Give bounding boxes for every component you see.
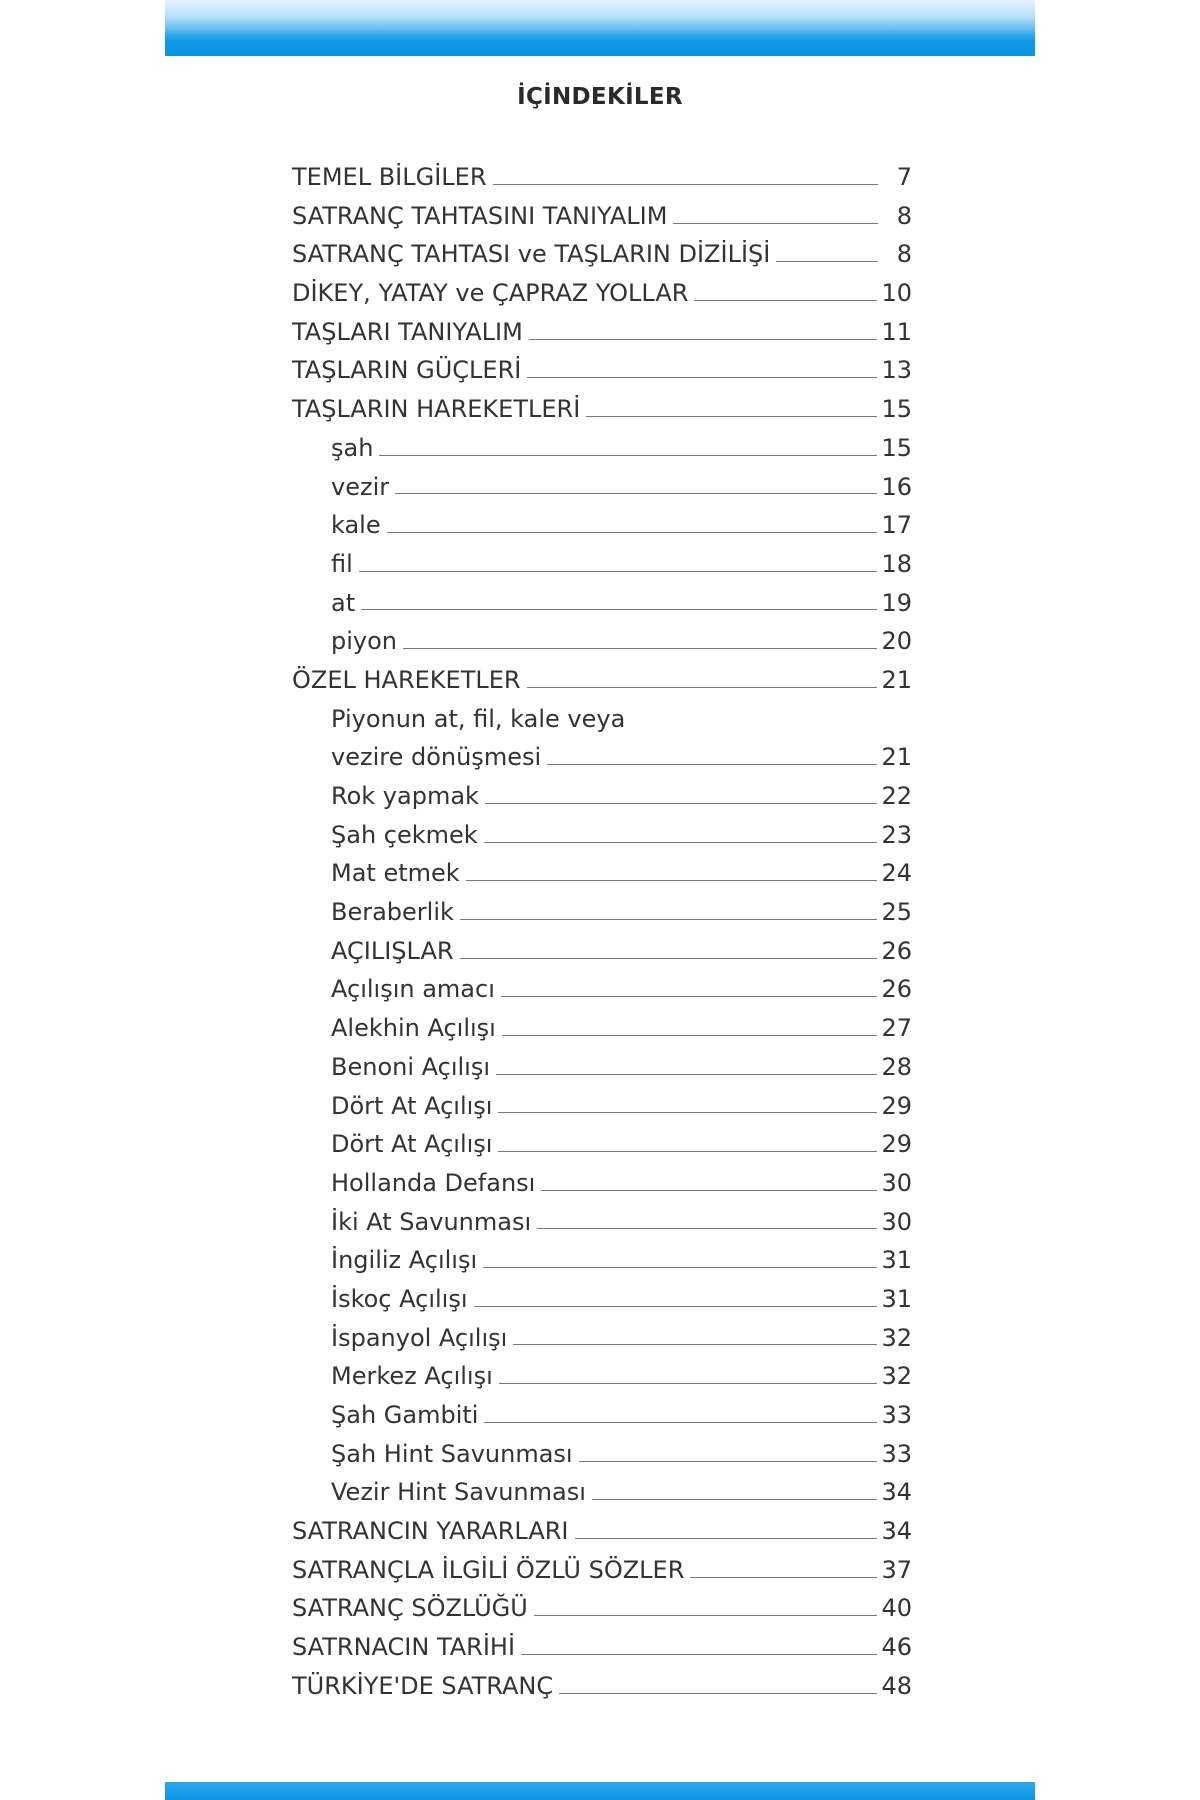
toc-entry-label: Dört At Açılışı [331, 1130, 493, 1159]
toc-entry-page-number: 16 [881, 472, 912, 501]
toc-entry-page-number: 29 [881, 1091, 912, 1120]
toc-leader-line [485, 803, 878, 804]
top-decorative-band [165, 0, 1035, 56]
toc-entry-label: vezire dönüşmesi [331, 743, 542, 772]
toc-entry-label: Şah Hint Savunması [331, 1439, 573, 1468]
toc-entry [292, 700, 912, 739]
toc-leader-line [502, 1035, 878, 1036]
toc-entry [292, 235, 912, 274]
toc-entry [292, 274, 912, 313]
toc-entry-label: Rok yapmak [331, 782, 479, 810]
toc-entry-label: TEMEL BİLGİLER [292, 163, 487, 191]
toc-leader-line [579, 1461, 878, 1462]
toc-leader-line [474, 1306, 878, 1307]
toc-entry-page-number: 34 [881, 1478, 912, 1507]
toc-entry-label: Merkez Açılışı [331, 1362, 493, 1391]
bottom-decorative-band [165, 1782, 1035, 1800]
toc-entry [292, 158, 912, 197]
toc-leader-line [776, 261, 878, 262]
toc-entry-page-number: 24 [881, 859, 912, 888]
toc-entry-label: SATRANÇ TAHTASINI TANIYALIM [292, 201, 668, 230]
toc-entry-page-number: 29 [881, 1130, 912, 1159]
toc-entry-page-number: 30 [881, 1207, 912, 1236]
toc-entry-page-number: 31 [881, 1284, 912, 1313]
toc-entry [292, 1628, 912, 1667]
toc-entry [292, 1589, 912, 1628]
toc-leader-line [547, 764, 877, 765]
toc-entry-label: Şah Gambiti [331, 1401, 479, 1429]
toc-leader-line [575, 1538, 878, 1539]
toc-entry [292, 1087, 912, 1126]
toc-entry [292, 1473, 912, 1512]
toc-leader-line [529, 339, 878, 340]
book-page [165, 0, 1035, 1800]
toc-entry [292, 1048, 912, 1087]
toc-entry-label: Açılışın amacı [331, 975, 495, 1004]
toc-leader-line [466, 880, 878, 881]
toc-entry-page-number: 30 [881, 1168, 912, 1197]
toc-entry [292, 468, 912, 507]
toc-entry-label: İngiliz Açılışı [331, 1246, 478, 1275]
toc-entry-label: SATRNACIN TARİHİ [292, 1633, 516, 1662]
toc-entry-page-number: 25 [881, 898, 912, 927]
toc-entry-page-number: 46 [881, 1633, 912, 1662]
toc-entry-page-number: 8 [896, 201, 912, 230]
toc-leader-line [361, 609, 877, 610]
toc-entry-label: TAŞLARIN GÜÇLERİ [292, 356, 522, 385]
toc-entry [292, 1319, 912, 1358]
toc-entry [292, 970, 912, 1009]
toc-entry-label: at [331, 588, 356, 617]
toc-entry-label: Benoni Açılışı [331, 1052, 490, 1081]
toc-entry-page-number: 22 [881, 782, 912, 810]
toc-leader-line [460, 958, 878, 959]
toc-leader-line [484, 1422, 877, 1423]
toc-entry-label: Alekhin Açılışı [331, 1014, 496, 1043]
toc-entry-label: ÖZEL HAREKETLER [292, 665, 521, 694]
toc-entry [292, 313, 912, 352]
toc-leader-line [541, 1190, 877, 1191]
toc-leader-line [483, 1267, 877, 1268]
toc-leader-line [690, 1577, 877, 1578]
toc-leader-line [395, 493, 877, 494]
toc-entry-label: SATRANÇLA İLGİLİ ÖZLÜ SÖZLER [292, 1555, 685, 1584]
toc-list [292, 158, 912, 1706]
toc-leader-line [493, 184, 879, 185]
toc-entry-page-number: 10 [881, 279, 912, 308]
toc-entry-page-number: 32 [881, 1323, 912, 1352]
toc-entry-label: SATRANÇ TAHTASI ve TAŞLARIN DİZİLİŞİ [292, 240, 771, 269]
toc-entry [292, 584, 912, 623]
toc-leader-line [359, 571, 878, 572]
toc-entry-label: Beraberlik [331, 898, 454, 927]
toc-entry-label: AÇILIŞLAR [331, 936, 454, 965]
toc-entry [292, 1009, 912, 1048]
toc-entry-page-number: 28 [881, 1052, 912, 1081]
toc-entry-label: TÜRKİYE'DE SATRANÇ [292, 1671, 554, 1700]
toc-entry-page-number: 20 [881, 627, 912, 656]
toc-leader-line [586, 416, 877, 417]
toc-entry-page-number: 48 [881, 1671, 912, 1700]
toc-entry [292, 777, 912, 816]
toc-entry [292, 1357, 912, 1396]
toc-entry-page-number: 7 [896, 163, 912, 191]
toc-entry-label: TAŞLARI TANIYALIM [292, 317, 523, 346]
toc-entry-label: fil [331, 549, 353, 578]
toc-entry-page-number: 15 [881, 395, 912, 424]
toc-entry [292, 545, 912, 584]
toc-leader-line [498, 1112, 877, 1113]
toc-entry [292, 197, 912, 236]
toc-entry [292, 1512, 912, 1551]
toc-entry-page-number: 21 [881, 743, 912, 772]
toc-entry-page-number: 33 [881, 1401, 912, 1429]
toc-leader-line [379, 455, 877, 456]
toc-entry-label: Vezir Hint Savunması [331, 1478, 586, 1507]
toc-leader-line [527, 687, 878, 688]
toc-entry-page-number: 13 [881, 356, 912, 385]
toc-entry [292, 506, 912, 545]
toc-leader-line [592, 1499, 878, 1500]
toc-leader-line [513, 1344, 877, 1345]
toc-entry-label: vezir [331, 472, 390, 501]
toc-leader-line [498, 1151, 877, 1152]
toc-entry-page-number: 15 [881, 433, 912, 462]
toc-entry-label: Şah çekmek [331, 820, 478, 849]
toc-entry-page-number: 19 [881, 588, 912, 617]
toc-leader-line [521, 1654, 877, 1655]
toc-entry-label: İskoç Açılışı [331, 1284, 468, 1313]
toc-entry [292, 351, 912, 390]
toc-leader-line [694, 300, 877, 301]
toc-leader-line [387, 532, 878, 533]
toc-leader-line [527, 377, 877, 378]
toc-leader-line [499, 1383, 878, 1384]
toc-entry [292, 1125, 912, 1164]
toc-entry-label: şah [331, 433, 374, 462]
toc-entry-label: kale [331, 511, 381, 540]
toc-entry [292, 854, 912, 893]
toc-entry-page-number: 31 [881, 1246, 912, 1275]
toc-entry [292, 390, 912, 429]
toc-entry-page-number: 37 [881, 1555, 912, 1584]
toc-entry [292, 622, 912, 661]
toc-entry-page-number: 26 [881, 936, 912, 965]
toc-leader-line [534, 1615, 878, 1616]
toc-entry-page-number: 21 [881, 665, 912, 694]
toc-leader-line [501, 996, 878, 997]
toc-entry-label: İspanyol Açılışı [331, 1323, 508, 1352]
toc-entry-page-number: 34 [881, 1517, 912, 1546]
toc-title: İÇİNDEKİLER [517, 84, 683, 110]
toc-entry-page-number: 11 [881, 317, 912, 346]
toc-entry-page-number: 32 [881, 1362, 912, 1391]
toc-entry [292, 1280, 912, 1319]
toc-leader-line [496, 1074, 877, 1075]
toc-entry-page-number: 18 [881, 549, 912, 578]
toc-entry-label: SATRANCIN YARARLARI [292, 1517, 569, 1546]
toc-leader-line [403, 648, 877, 649]
toc-entry-page-number: 40 [881, 1594, 912, 1623]
toc-entry-page-number: 23 [881, 820, 912, 849]
toc-entry-page-number: 17 [881, 511, 912, 540]
toc-entry-page-number: 27 [881, 1014, 912, 1043]
toc-entry [292, 1551, 912, 1590]
toc-entry-label: Mat etmek [331, 859, 460, 888]
toc-entry [292, 932, 912, 971]
toc-leader-line [673, 223, 878, 224]
toc-entry-label: İki At Savunması [331, 1207, 532, 1236]
toc-entry [292, 738, 912, 777]
toc-leader-line [460, 919, 878, 920]
toc-entry-label: SATRANÇ SÖZLÜĞÜ [292, 1594, 528, 1623]
toc-entry [292, 1435, 912, 1474]
toc-entry [292, 429, 912, 468]
toc-entry-label: Piyonun at, fil, kale veya [331, 704, 626, 733]
toc-entry-page-number: 33 [881, 1439, 912, 1468]
toc-entry-page-number: 26 [881, 975, 912, 1004]
toc-entry-label: Dört At Açılışı [331, 1091, 493, 1120]
toc-entry [292, 1667, 912, 1706]
toc-entry [292, 1164, 912, 1203]
toc-leader-line [559, 1693, 877, 1694]
toc-entry-label: Hollanda Defansı [331, 1168, 536, 1197]
toc-entry [292, 661, 912, 700]
toc-leader-line [484, 842, 878, 843]
toc-entry [292, 893, 912, 932]
toc-entry [292, 1396, 912, 1435]
toc-entry [292, 816, 912, 855]
toc-entry-label: TAŞLARIN HAREKETLERİ [292, 395, 581, 424]
toc-entry [292, 1203, 912, 1242]
toc-leader-line [537, 1228, 877, 1229]
toc-entry-label: DİKEY, YATAY ve ÇAPRAZ YOLLAR [292, 279, 689, 308]
toc-entry [292, 1241, 912, 1280]
toc-entry-page-number: 8 [896, 240, 912, 269]
toc-entry-label: piyon [331, 627, 397, 656]
